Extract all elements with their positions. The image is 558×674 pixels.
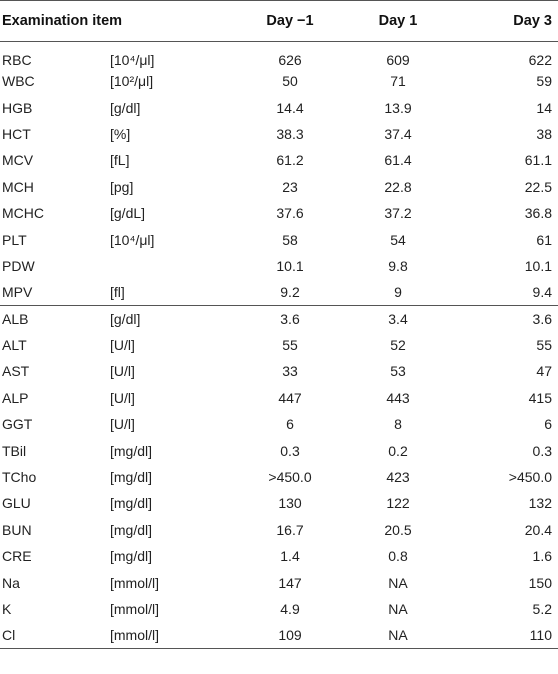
- table-header-row: [0, 1, 558, 42]
- row-item-name: Na: [2, 574, 20, 591]
- table-row: [0, 385, 558, 411]
- row-item-name: Cl: [0, 622, 108, 648]
- table-row: [0, 147, 558, 173]
- row-unit: [fL]: [110, 152, 130, 169]
- row-item-name: MPV: [0, 279, 108, 305]
- row-value-day-1: NA: [388, 601, 408, 617]
- row-value-day-minus-1: 3.6: [280, 310, 300, 327]
- table-row: [0, 174, 558, 200]
- row-value-day-1: 609: [386, 52, 410, 68]
- row-item-name: WBC: [2, 73, 35, 90]
- header-day-minus-1: Day −1: [236, 1, 344, 42]
- row-value-day-1: 9.8: [388, 257, 408, 274]
- row-value-day-minus-1: 50: [282, 73, 298, 90]
- row-value-day-3: 55: [536, 337, 552, 354]
- row-value-day-1: 37.4: [384, 125, 412, 142]
- row-item-name: HCT: [2, 125, 31, 142]
- row-value-day-minus-1: >450.0: [268, 469, 312, 486]
- row-unit: [mmol/l]: [110, 601, 159, 617]
- row-value-day-3: 3.6: [532, 310, 552, 327]
- row-value-day-minus-1: 10.1: [276, 257, 304, 274]
- row-value-day-1: NA: [388, 574, 408, 591]
- row-value-day-minus-1: 33: [282, 363, 298, 380]
- row-value-day-minus-1: 6: [286, 416, 294, 433]
- row-unit: [10⁴/μl]: [110, 52, 155, 68]
- row-unit: [g/dl]: [110, 310, 141, 327]
- row-value-day-3: 61: [536, 231, 552, 248]
- table-row: [0, 200, 558, 226]
- row-unit: [mg/dl]: [110, 521, 153, 538]
- row-item-name: BUN: [2, 521, 32, 538]
- row-item-name: ALT: [2, 337, 27, 354]
- row-unit: [10²/μl]: [110, 73, 154, 90]
- row-unit: [U/l]: [110, 416, 135, 433]
- row-value-day-minus-1: 16.7: [276, 521, 304, 538]
- row-value-day-minus-1: 38.3: [276, 125, 304, 142]
- table-row: [0, 464, 558, 490]
- row-value-day-3: 0.3: [532, 442, 552, 459]
- row-value-day-minus-1: 55: [282, 337, 298, 354]
- row-item-name: GGT: [2, 416, 33, 433]
- table-row: [0, 543, 558, 569]
- row-item-name: MCV: [2, 152, 34, 169]
- row-value-day-minus-1: 109: [236, 622, 344, 648]
- row-value-day-1: 443: [386, 389, 410, 406]
- row-value-day-3: 61.1: [524, 152, 552, 169]
- table-row: [0, 226, 558, 252]
- row-item-name: PLT: [2, 231, 27, 248]
- row-item-name: CRE: [2, 548, 32, 565]
- row-value-day-3: 622: [528, 52, 552, 68]
- table-row: [0, 42, 558, 69]
- row-value-day-3: 9.4: [452, 279, 558, 305]
- row-unit: [g/dl]: [110, 99, 141, 116]
- row-value-day-3: 14: [536, 99, 552, 116]
- table-row: [0, 94, 558, 120]
- row-value-day-minus-1: 130: [278, 495, 302, 512]
- row-value-day-3: 20.4: [524, 521, 552, 538]
- row-unit: [mg/dl]: [110, 469, 153, 486]
- row-value-day-3: 110: [452, 622, 558, 648]
- row-item-name: RBC: [2, 52, 32, 68]
- row-value-day-minus-1: 23: [282, 178, 298, 195]
- row-item-name: TCho: [2, 469, 37, 486]
- row-value-day-minus-1: 14.4: [276, 99, 304, 116]
- row-value-day-minus-1: 0.3: [280, 442, 300, 459]
- row-value-day-minus-1: 9.2: [236, 279, 344, 305]
- row-item-name: MCHC: [2, 205, 44, 222]
- row-item-name: K: [2, 601, 12, 617]
- row-unit: [U/l]: [110, 337, 135, 354]
- row-value-day-1: 37.2: [384, 205, 412, 222]
- row-value-day-minus-1: 1.4: [280, 548, 300, 565]
- row-value-day-3: 1.6: [532, 548, 552, 565]
- row-value-day-3: 47: [536, 363, 552, 380]
- row-unit: [U/l]: [110, 363, 135, 380]
- row-unit: [pg]: [110, 178, 134, 195]
- row-item-name: HGB: [2, 99, 33, 116]
- row-unit: [108, 253, 236, 279]
- table-row: [0, 358, 558, 384]
- row-value-day-1: 9: [344, 279, 452, 305]
- row-value-day-1: NA: [344, 622, 452, 648]
- row-value-day-minus-1: 447: [278, 389, 302, 406]
- row-value-day-1: 0.8: [388, 548, 408, 565]
- row-item-name: PDW: [2, 257, 35, 274]
- table-row: [0, 596, 558, 622]
- table-row: [0, 622, 558, 648]
- row-value-day-3: 5.2: [532, 601, 552, 617]
- row-value-day-3: 22.5: [524, 178, 552, 195]
- row-unit: [%]: [110, 125, 131, 142]
- row-value-day-1: 423: [386, 469, 410, 486]
- row-value-day-minus-1: 147: [278, 574, 302, 591]
- row-unit: [10⁴/μl]: [110, 231, 155, 248]
- row-value-day-3: 10.1: [524, 257, 552, 274]
- row-value-day-3: 36.8: [524, 205, 552, 222]
- row-value-day-1: 61.4: [384, 152, 412, 169]
- table-row: [0, 253, 558, 279]
- table-row: [0, 332, 558, 358]
- row-item-name: TBil: [2, 442, 27, 459]
- row-unit: [g/dL]: [110, 205, 146, 222]
- row-value-day-1: 53: [390, 363, 406, 380]
- row-item-name: AST: [2, 363, 30, 380]
- row-value-day-minus-1: 37.6: [276, 205, 304, 222]
- row-value-day-3: 38: [536, 125, 552, 142]
- table-row: [0, 411, 558, 437]
- row-value-day-1: 8: [394, 416, 402, 433]
- row-value-day-minus-1: 58: [282, 231, 298, 248]
- table-row: [0, 121, 558, 147]
- row-value-day-1: 0.2: [388, 442, 408, 459]
- row-value-day-1: 13.9: [384, 99, 412, 116]
- row-unit: [fl]: [108, 279, 236, 305]
- row-value-day-3: 59: [536, 73, 552, 90]
- row-value-day-3: >450.0: [508, 469, 552, 486]
- row-item-name: ALP: [2, 389, 29, 406]
- header-examination-item: Examination item: [0, 1, 236, 42]
- row-value-day-3: 6: [544, 416, 552, 433]
- row-item-name: ALB: [2, 310, 29, 327]
- table-row: [0, 306, 558, 332]
- row-value-day-minus-1: 626: [278, 52, 302, 68]
- row-unit: [U/l]: [110, 389, 135, 406]
- table-row: [0, 437, 558, 463]
- row-value-day-1: 52: [390, 337, 406, 354]
- row-value-day-1: 20.5: [384, 521, 412, 538]
- row-unit: [mg/dl]: [110, 548, 153, 565]
- row-item-name: GLU: [2, 495, 31, 512]
- row-value-day-1: 122: [386, 495, 410, 512]
- row-item-name: MCH: [2, 178, 34, 195]
- header-day-3: Day 3: [452, 1, 558, 42]
- row-value-day-3: 150: [528, 574, 552, 591]
- table-row: [0, 279, 558, 305]
- row-unit: [mmol/l]: [110, 574, 159, 591]
- row-value-day-minus-1: 4.9: [280, 601, 300, 617]
- table-body: [0, 42, 558, 649]
- row-value-day-1: 3.4: [388, 310, 408, 327]
- row-value-day-1: 22.8: [384, 178, 412, 195]
- row-value-day-1: 54: [390, 231, 406, 248]
- row-value-day-minus-1: 61.2: [276, 152, 304, 169]
- table-row: [0, 569, 558, 595]
- table-row: [0, 517, 558, 543]
- table-row: [0, 490, 558, 516]
- row-unit: [mg/dl]: [110, 442, 153, 459]
- row-unit: [mg/dl]: [110, 495, 153, 512]
- row-value-day-1: 71: [390, 73, 406, 90]
- header-day-1: Day 1: [344, 1, 452, 42]
- row-value-day-3: 132: [528, 495, 552, 512]
- row-unit: [mmol/l]: [108, 622, 236, 648]
- row-value-day-3: 415: [528, 389, 552, 406]
- table-row: [0, 68, 558, 94]
